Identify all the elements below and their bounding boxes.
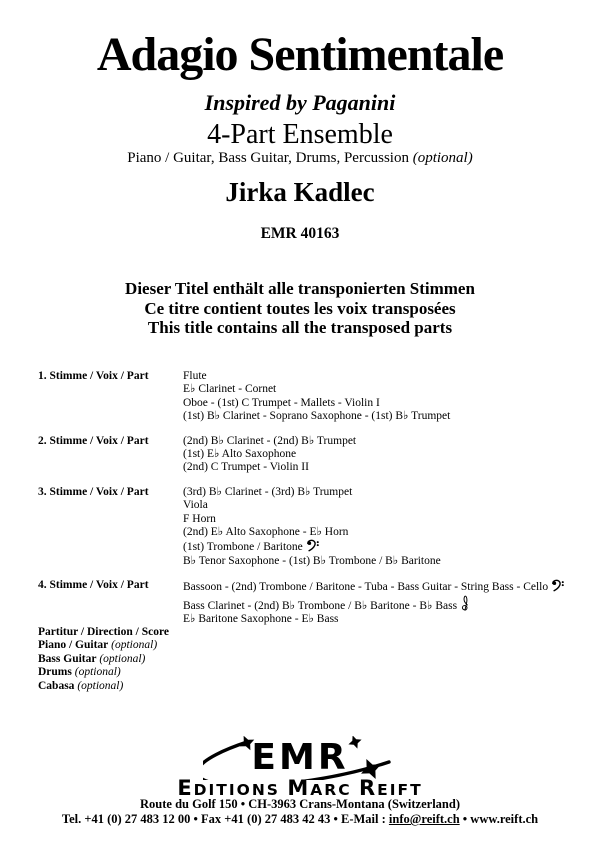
ensemble-type: 4-Part Ensemble (207, 119, 393, 150)
publisher-name-rest: ARC (310, 781, 359, 799)
piece-subtitle: Inspired by Paganini (204, 90, 396, 115)
part-group (38, 435, 584, 475)
extra-item (38, 626, 169, 639)
part-group (38, 486, 584, 568)
instrument-line-text: E♭ Baritone Saxophone - E♭ Bass (183, 613, 339, 626)
instrument-line (183, 410, 584, 423)
extra-item (38, 653, 169, 666)
instrument-line-text: (1st) Trombone / Baritone (183, 541, 303, 554)
instrument-line-text: B♭ Tenor Saxophone - (1st) B♭ Trombone / B♭ Baritone (183, 554, 441, 567)
publisher-logo (0, 736, 600, 780)
notice-french: Ce titre contient toutes les voix transposées (144, 298, 456, 318)
part-group-instruments (183, 370, 584, 424)
instrument-line (183, 383, 584, 396)
part-group (38, 579, 584, 626)
emr-logo-graphic (203, 736, 398, 780)
instrument-line (183, 370, 584, 383)
instrument-line-text: Viola (183, 499, 208, 512)
instrument-line-text: Bassoon - (2nd) Trombone / Baritone - Tuba - Bass Guitar - String Bass - Cello (183, 581, 549, 594)
composer-name: Jirka Kadlec (225, 177, 375, 207)
instrument-line-text: (2nd) B♭ Clarinet - (2nd) B♭ Trumpet (183, 434, 357, 447)
publisher-name-rest: DITIONS (193, 781, 288, 799)
instrumentation-optional: (optional) (412, 150, 473, 166)
bass-clef-icon (552, 579, 565, 592)
instrumentation-text: Piano / Guitar, Bass Guitar, Drums, Percussion (127, 150, 409, 166)
piece-title: Adagio Sentimentale (96, 28, 504, 81)
part-group-instruments (183, 435, 584, 475)
extra-item (38, 666, 169, 679)
notice-german: Dieser Titel enthält alle transponierten Stimmen (125, 279, 475, 298)
transposed-parts-notice (0, 279, 600, 338)
extra-item (38, 680, 169, 693)
parts-list (38, 370, 584, 638)
extra-item-name: Piano / Guitar (38, 639, 109, 652)
publisher-name-initial: E (177, 776, 194, 800)
publisher-name-initial: R (358, 776, 378, 800)
extra-item-optional: (optional) (74, 679, 124, 692)
instrumentation-line (0, 150, 600, 167)
instrument-line (183, 595, 584, 613)
extra-item-name: Drums (38, 666, 72, 679)
instrument-line-text: Oboe - (1st) C Trumpet - Mallets - Violin I (183, 396, 380, 409)
notice-english: This title contains all the transposed parts (147, 318, 453, 337)
instrument-line (183, 397, 584, 410)
part-group (38, 370, 584, 424)
part-group-label: 1. Stimme / Voix / Part (38, 370, 149, 382)
extra-item-name: Cabasa (38, 679, 75, 692)
part-group-label: 2. Stimme / Voix / Part (38, 434, 149, 447)
part-group-instruments (183, 579, 584, 626)
instrument-line-text: E♭ Clarinet - Cornet (183, 383, 277, 396)
instrument-line (183, 486, 584, 499)
instrument-line (183, 526, 584, 539)
instrument-line-text: F Horn (183, 512, 216, 525)
extra-item-optional: (optional) (71, 666, 121, 679)
instrument-line-text: (1st) E♭ Alto Saxophone (183, 448, 297, 461)
instrument-line (183, 579, 584, 594)
instrument-line-text: Bass Clarinet - (2nd) B♭ Trombone / B♭ Baritone - B♭ Bass (183, 599, 458, 612)
instrument-line (183, 448, 584, 461)
catalog-number: EMR 40163 (260, 225, 340, 242)
part-group-instruments (183, 486, 584, 568)
treble-clef-icon (461, 595, 470, 611)
publisher-name-rest: EIFT (377, 781, 423, 799)
instrument-line (183, 435, 584, 448)
publisher-name (0, 776, 600, 800)
instrument-line-text: (2nd) E♭ Alto Saxophone - E♭ Horn (183, 526, 349, 539)
bass-clef-icon (307, 539, 320, 552)
contact-suffix: • www.reift.ch (459, 812, 539, 826)
extra-item-optional: (optional) (96, 652, 146, 665)
contact-prefix: Tel. +41 (0) 27 483 12 00 • Fax +41 (0) 27 483 42 43 • E-Mail : (61, 812, 389, 826)
extra-item-name: Partitur / Direction / Score (38, 626, 169, 638)
instrument-line (183, 613, 584, 626)
email-link[interactable]: info@reift.ch (388, 812, 460, 826)
instrument-line (183, 555, 584, 568)
publisher-address: Route du Golf 150 • CH-3963 Crans-Montana (Switzerland) (140, 797, 460, 811)
instrument-line (183, 539, 584, 554)
part-group-label: 3. Stimme / Voix / Part (38, 485, 149, 498)
score-extras-list (38, 626, 169, 693)
logo-emr-text: EMR (250, 737, 349, 778)
star-icon (346, 736, 364, 751)
extra-item (38, 639, 169, 652)
instrument-line-text: (3rd) B♭ Clarinet - (3rd) B♭ Trumpet (183, 485, 353, 498)
part-group-label: 4. Stimme / Voix / Part (38, 579, 149, 592)
instrument-line-text: Flute (183, 370, 207, 382)
instrument-line (183, 461, 584, 474)
instrument-line (183, 513, 584, 526)
publisher-contact-line (0, 812, 600, 827)
publisher-name-initial: M (287, 776, 311, 800)
instrument-line-text: (2nd) C Trumpet - Violin II (183, 461, 309, 474)
instrument-line-text: (1st) B♭ Clarinet - Soprano Saxophone - (1st) B♭ Trumpet (183, 410, 451, 423)
extra-item-name: Bass Guitar (38, 652, 97, 665)
instrument-line (183, 499, 584, 512)
extra-item-optional: (optional) (108, 639, 158, 652)
